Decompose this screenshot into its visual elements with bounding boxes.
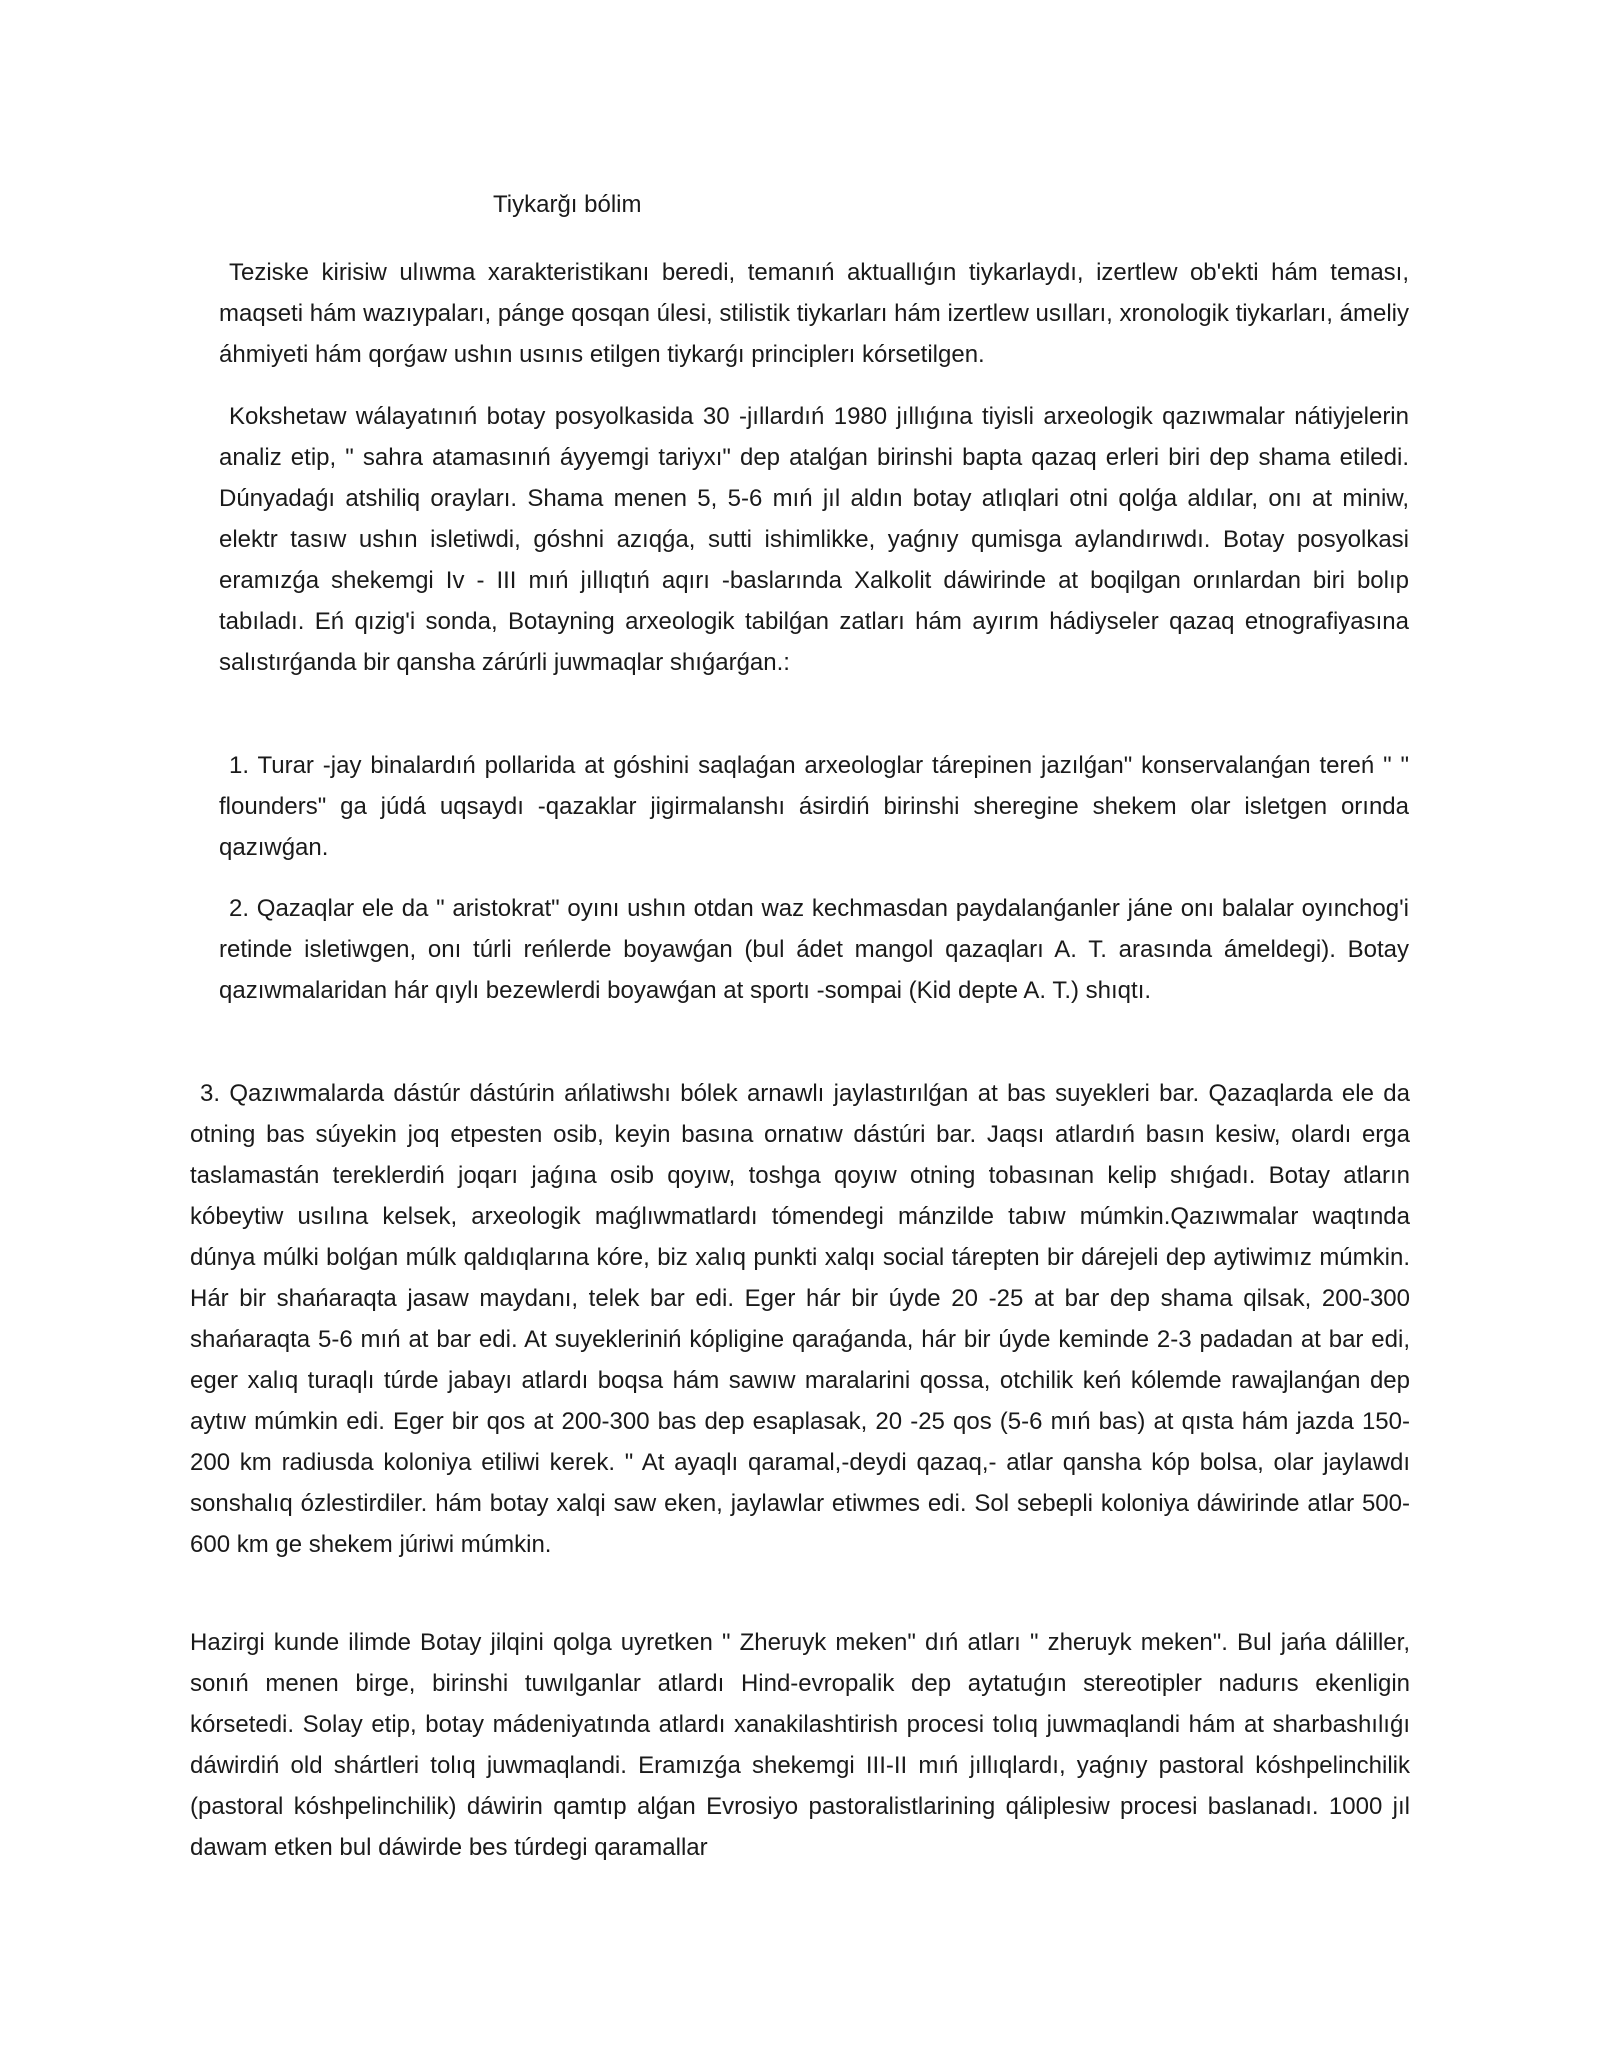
paragraph-kokshetaw: Kokshetaw wálayatınıń botay posyolkasida 30 -jıllardıń 1980 jıllıǵına tiyisli arxeologik qazıwmalar nátiyjelerin analiz etip, " sahra atamasınıń áyyemgi tariyxı" dep atalǵan birinshi bapta qazaq erleri biri dep shama etiledi. Dúnyadaǵı atshiliq orayları. Shama menen 5, 5-6 mıń jıl aldın botay atlıqlari otni qolǵa aldılar, onı at miniw, elektr tasıw ushın isletiwdi, góshni azıqǵa, sutti ishimlikke, yaǵnıy qumisga aylandırıwdı. Botay posyolkasi eramızǵa shekemgi Iv - III mıń jıllıqtıń aqırı -baslarında Xalkolit dáwirinde at boqilgan orınlardan biri bolıp tabıladı. Eń qızig'i sonda, Botayning arxeologik tabilǵan zatları hám ayırım hádiyseler qazaq etnografiyasına salıstırǵanda bir qansha zárúrli juwmaqlar shıǵarǵan.: bbox=[219, 403, 1409, 676]
list-item-1: 1. Turar -jay binalardıń pollarida at góshini saqlaǵan arxeologlar tárepinen jazılǵan" konservalanǵan tereń " " flounders" ga júdá uqsaydı -qazaklar jigirmalanshı ásirdiń birinshi sheregine shekem olar isletgen orında qazıwǵan. bbox=[219, 752, 1409, 861]
paragraph-hazirgi: Hazirgi kunde ilimde Botay jilqini qolga uyretken " Zheruyk meken" dıń atları " zheruyk meken". Bul jańa dáliller, sonıń menen birge, birinshi tuwılganlar atlardı Hind-evropalik dep aytatuǵın stereotipler nadurıs ekenligin kórsetedi. Solay etip, botay mádeniyatında atlardı xanakilashtirish procesi tolıq juwmaqlandi hám at sharbashılıǵı dáwirdiń old shártleri tolıq juwmaqlandi. Eramızǵa shekemgi III-II mıń jıllıqlardı, yaǵnıy pastoral kóshpelinchilik (pastoral kóshpelinchilik) dáwirin qamtıp alǵan Evrosiyo pastoralistlarining qáliplesiw procesi baslanadı. 1000 jıl dawam etken bul dáwirde bes túrdegi qaramallar bbox=[190, 1629, 1410, 1861]
paragraph-intro: Teziske kirisiw ulıwma xarakteristikanı beredi, temanıń aktuallıǵın tiykarlaydı, izertlew ob'ekti hám teması, maqseti hám wazıypaları, pánge qosqan úlesi, stilistik tiykarları hám izertlew usılları, xronologik tiykarları, ámeliy áhmiyeti hám qorǵaw ushın usınıs etilgen tiykarǵı principlerı kórsetilgen. bbox=[219, 259, 1409, 368]
list-item-2: 2. Qazaqlar ele da " aristokrat" oyını ushın otdan waz kechmasdan paydalanǵanler jáne onı balalar oyınchog'i retinde isletiwgen, onı túrli reńlerde boyawǵan (bul ádet mangol qazaqları A. T. arasında ámeldegi). Botay qazıwmalaridan hár qıylı bezewlerdi boyawǵan at sportı -sompai (Kid depte A. T.) shıqtı. bbox=[219, 895, 1409, 1004]
section-title: Tiykarğı bólim bbox=[493, 191, 642, 218]
list-item-3: 3. Qazıwmalarda dástúr dástúrin ańlatiwshı bólek arnawlı jaylastırılǵan at bas suyekleri bar. Qazaqlarda ele da otning bas súyekin joq etpesten osib, keyin basına ornatıw dástúri bar. Jaqsı atlardıń basın kesiw, olardı erga taslamastán tereklerdiń joqarı jaǵına osib qoyıw, toshga qoyıw otning tobasınan kelip shıǵadı. Botay atların kóbeytiw usılına kelsek, arxeologik maǵlıwmatlardı tómendegi mánzilde tabıw múmkin.Qazıwmalar waqtında dúnya múlki bolǵan múlk qaldıqlarına kóre, biz xalıq punkti xalqı social tárepten bir dárejeli dep aytiwimız múmkin. Hár bir shańaraqta jasaw maydanı, telek bar edi. Eger hár bir úyde 20 -25 at bar dep shama qilsak, 200-300 shańaraqta 5-6 mıń at bar edi. At suyekleriniń kópligine qaraǵanda, hár bir úyde keminde 2-3 padadan at bar edi, eger xalıq turaqlı túrde jabayı atlardı boqsa hám sawıw maralarini qossa, otchilik keń kólemde rawajlanǵan dep aytıw múmkin edi. Eger bir qos at 200-300 bas dep esaplasak, 20 -25 qos (5-6 mıń bas) at qısta hám jazda 150-200 km radiusda koloniya etiliwi kerek. " At ayaqlı qaramal,-deydi qazaq,- atlar qansha kóp bolsa, olar jaylawdı sonshalıq ózlestirdiler. hám botay xalqi saw eken, jaylawlar etiwmes edi. Sol sebepli koloniya dáwirinde atlar 500-600 km ge shekem júriwi múmkin. bbox=[190, 1080, 1410, 1558]
